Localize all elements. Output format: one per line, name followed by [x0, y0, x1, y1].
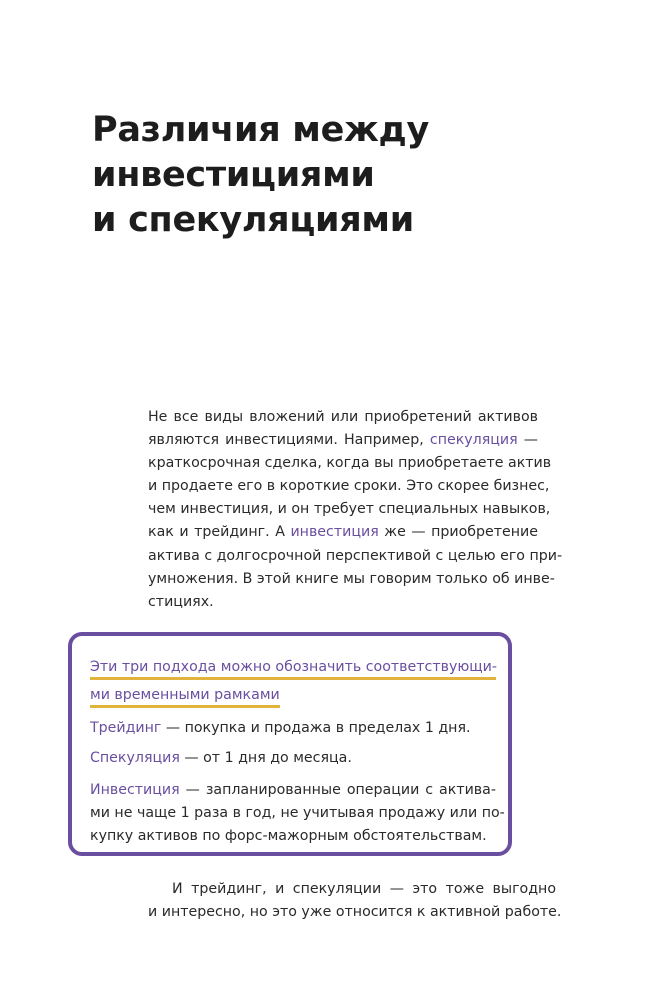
callout-item-line: купку активов по форс-мажорным обстоятельствам.	[90, 828, 487, 844]
intro-text: являются инвестициями. Например,	[148, 432, 430, 449]
term-speculation: спекуляция	[429, 432, 518, 449]
term-speculation-box: Спекуляция	[90, 750, 180, 766]
intro-text: же — приобретение	[378, 524, 538, 541]
intro-line: чем инвестиция, и он требует специальных навыков,	[148, 501, 551, 518]
term-trading: Трейдинг	[90, 720, 162, 736]
page-title	[92, 108, 572, 243]
intro-text: —	[517, 432, 538, 449]
intro-line: краткосрочная сделка, когда вы приобретаете актив	[148, 455, 552, 472]
outro-paragraph	[148, 878, 562, 924]
intro-line	[148, 521, 538, 544]
callout-heading-line-2: ми временными рамками	[90, 686, 280, 708]
intro-text: как и трейдинг. А	[148, 524, 291, 541]
title-line-1: Различия между	[92, 110, 430, 150]
intro-line: актива с долгосрочной перспективой с целью его при-	[148, 547, 563, 564]
callout-item-text: — запланированные операции с актива-	[179, 782, 496, 798]
callout-box	[68, 632, 512, 856]
outro-line: и интересно, но это уже относится к активной работе.	[148, 904, 562, 921]
title-line-3: и спекуляциями	[92, 200, 414, 240]
callout-item-speculation	[90, 747, 496, 770]
callout-heading	[90, 656, 496, 712]
callout-item-text: — от 1 дня до месяца.	[179, 750, 352, 766]
callout-heading-line-1: Эти три подхода можно обозначить соответствующи-	[90, 658, 496, 680]
intro-line: стициях.	[148, 593, 214, 610]
intro-line: Не все виды вложений или приобретений активов	[148, 409, 538, 425]
callout-item-text: — покупка и продажа в пределах 1 дня.	[161, 720, 471, 736]
callout-item-line	[90, 717, 496, 740]
intro-paragraph	[148, 406, 563, 614]
intro-line: и продаете его в короткие сроки. Это скорее бизнес,	[148, 478, 550, 495]
callout-item-trading	[90, 717, 496, 740]
term-investment-box: Инвестиция	[90, 782, 180, 798]
intro-line	[148, 429, 538, 452]
title-line-2: инвестициями	[92, 155, 375, 195]
callout-item-investment	[90, 779, 505, 848]
callout-item-line: ми не чаще 1 раза в год, не учитывая продажу или по-	[90, 805, 505, 821]
callout-item-line	[90, 779, 496, 802]
term-investment: инвестиция	[290, 524, 379, 541]
callout-item-line	[90, 747, 496, 770]
outro-line: И трейдинг, и спекуляции — это тоже выгодно	[172, 881, 556, 897]
intro-line: умножения. В этой книге мы говорим только об инве-	[148, 570, 555, 587]
